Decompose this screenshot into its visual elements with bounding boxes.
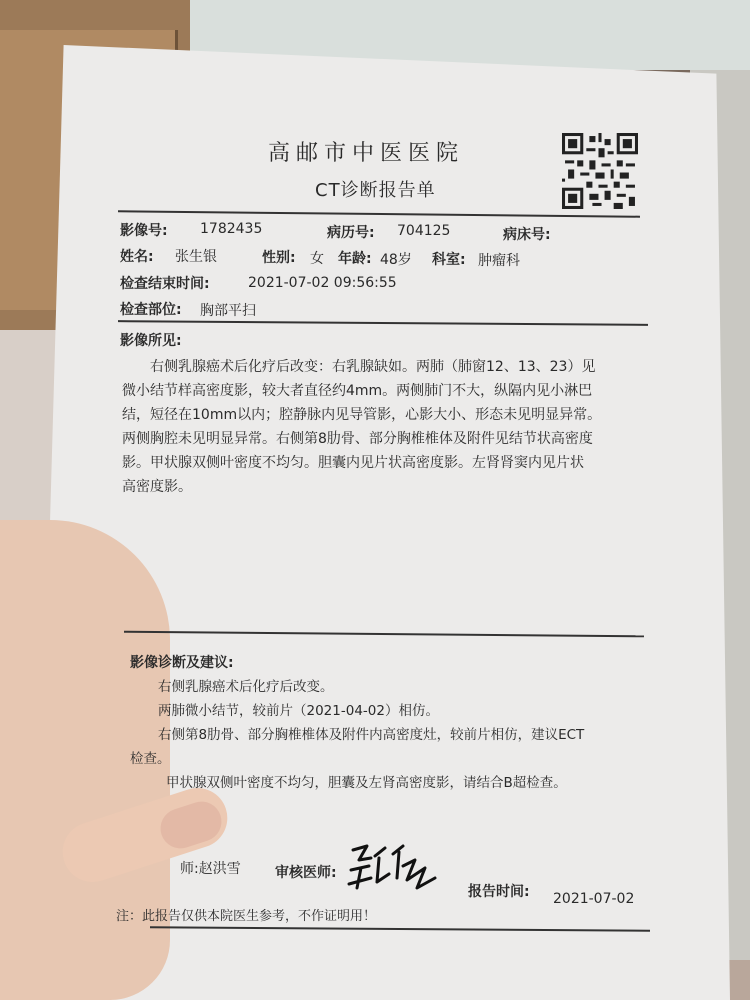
report-time-label: 报告时间: xyxy=(468,884,530,900)
findings-line: 影。甲状腺双侧叶密度不均匀。胆囊内见片状高密度影。左肾肾窦内见片状 xyxy=(122,455,584,471)
findings-label: 影像所见: xyxy=(120,333,182,349)
diagnosis-line: 甲状腺双侧叶密度不均匀，胆囊及左肾高密度影，请结合B超检查。 xyxy=(166,775,567,791)
reporter-label: 师:赵洪雪 xyxy=(180,861,241,877)
disclaimer: 注：此报告仅供本院医生参考，不作证明用！ xyxy=(116,909,377,924)
age-value: 48岁 xyxy=(380,252,412,268)
age-label: 年龄: xyxy=(338,251,372,267)
diagnosis-line: 检查。 xyxy=(130,751,171,767)
image-no-value: 1782435 xyxy=(200,221,263,237)
bed-no-label: 病床号: xyxy=(503,227,551,243)
gender-label: 性别: xyxy=(262,250,296,266)
diagnosis-label: 影像诊断及建议: xyxy=(130,655,234,671)
qr-code-icon xyxy=(562,133,638,209)
diagnosis-line: 右侧第8肋骨、部分胸椎椎体及附件内高密度灶，较前片相仿，建议ECT xyxy=(158,727,585,743)
report-time-value: 2021-07-02 xyxy=(553,891,635,907)
gender-value: 女 xyxy=(310,251,324,267)
exam-end-label: 检查结束时间: xyxy=(120,276,210,292)
record-no-label: 病历号: xyxy=(327,225,375,241)
findings-line: 结，短径在10mm以内；腔静脉内见导管影，心影大小、形态未见明显异常。 xyxy=(122,407,602,423)
exam-part-value: 胸部平扫 xyxy=(200,303,256,319)
findings-line: 两侧胸腔未见明显异常。右侧第8肋骨、部分胸椎椎体及附件见结节状高密度 xyxy=(122,431,593,447)
dept-label: 科室: xyxy=(432,252,466,268)
dept-value: 肿瘤科 xyxy=(478,253,520,269)
reviewer-signature xyxy=(345,838,440,898)
diagnosis-text xyxy=(130,675,630,795)
name-label: 姓名: xyxy=(120,249,154,265)
findings-line: 微小结节样高密度影，较大者直径约4mm。两侧肺门不大，纵隔内见小淋巴 xyxy=(122,383,593,399)
exam-end-value: 2021-07-02 09:56:55 xyxy=(248,275,397,291)
reviewer-label: 审核医师: xyxy=(275,865,337,881)
record-no-value: 704125 xyxy=(397,223,451,239)
report-title: CT诊断报告单 xyxy=(315,180,436,201)
findings-text xyxy=(122,355,647,499)
name-value: 张生银 xyxy=(175,249,217,265)
hospital-name: 高邮市中医医院 xyxy=(268,141,465,166)
diagnosis-line: 两肺微小结节，较前片（2021-04-02）相仿。 xyxy=(158,703,439,719)
diagnosis-line: 右侧乳腺癌术后化疗后改变。 xyxy=(158,679,334,695)
findings-line: 右侧乳腺癌术后化疗后改变：右乳腺缺如。两肺（肺窗12、13、23）见 xyxy=(150,359,596,375)
image-no-label: 影像号: xyxy=(120,223,168,239)
exam-part-label: 检查部位: xyxy=(120,302,182,318)
findings-line: 高密度影。 xyxy=(122,479,192,495)
